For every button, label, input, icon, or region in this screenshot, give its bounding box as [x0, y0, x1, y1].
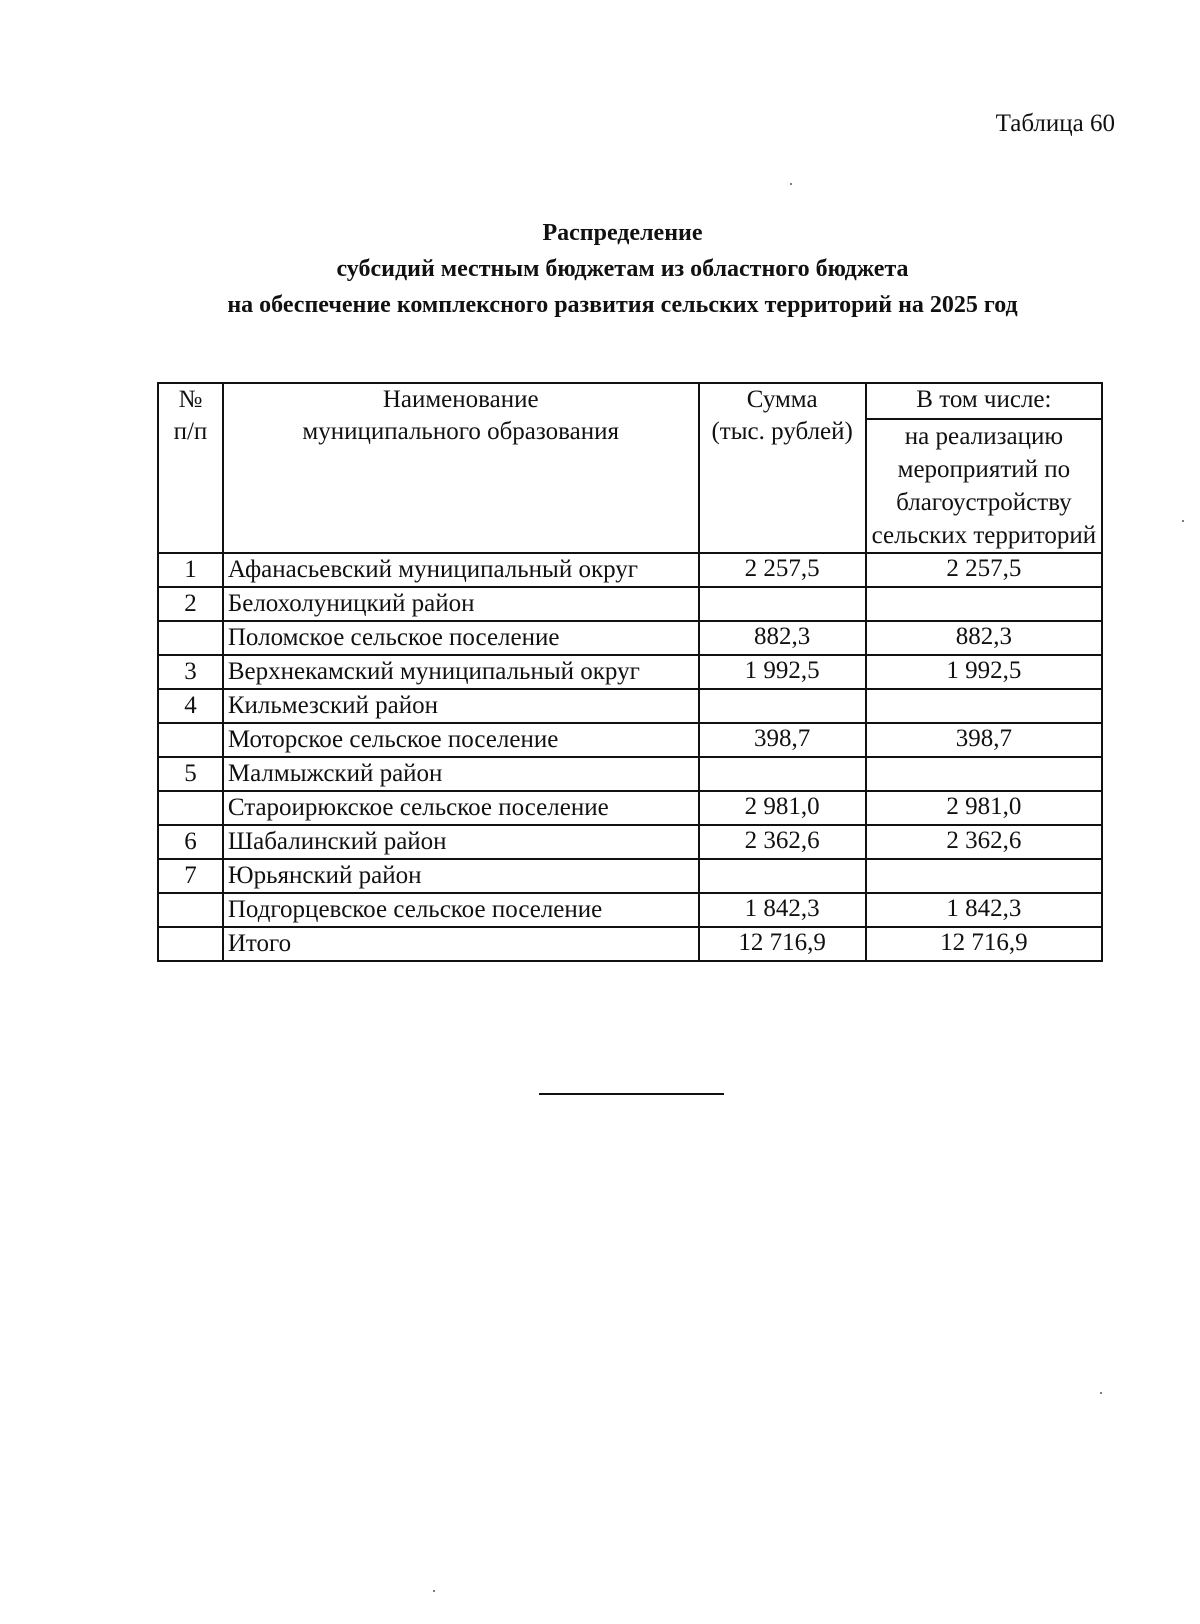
row-including: 1 992,5: [866, 655, 1102, 689]
scan-speck: [790, 183, 792, 185]
scan-speck: [433, 1590, 435, 1592]
row-sum: 2 257,5: [699, 553, 866, 587]
row-sum: [699, 859, 866, 893]
row-number: [158, 621, 223, 655]
row-including: 2 257,5: [866, 553, 1102, 587]
row-name: Кильмезский район: [223, 689, 699, 723]
row-number: [158, 893, 223, 927]
header-sum: [699, 383, 866, 553]
row-name: Верхнекамский муниципальный округ: [223, 655, 699, 689]
row-sum: 1 842,3: [699, 893, 866, 927]
row-number: 6: [158, 825, 223, 859]
row-number: 7: [158, 859, 223, 893]
table-number-label: Таблица 60: [995, 110, 1115, 137]
row-including: [866, 757, 1102, 791]
row-including: 1 842,3: [866, 893, 1102, 927]
header-including: В том числе:: [866, 383, 1102, 419]
row-number: 5: [158, 757, 223, 791]
table-header: [158, 383, 1102, 553]
row-sum: 882,3: [699, 621, 866, 655]
header-sum-line2: (тыс. рублей): [711, 418, 853, 445]
header-including-sub: на реализацию мероприятий по благоустройству сельских территорий: [866, 419, 1102, 553]
row-number: 1: [158, 553, 223, 587]
row-including: [866, 587, 1102, 621]
row-number: 3: [158, 655, 223, 689]
row-name: Афанасьевский муниципальный округ: [223, 553, 699, 587]
scan-speck: [1182, 520, 1184, 522]
row-number: [158, 791, 223, 825]
row-name: Итого: [223, 927, 699, 961]
row-including: [866, 859, 1102, 893]
row-name: Поломское сельское поселение: [223, 621, 699, 655]
subsidy-table: [157, 382, 1103, 962]
row-including: 2 362,6: [866, 825, 1102, 859]
header-sum-line1: Сумма: [746, 386, 818, 413]
row-sum: 12 716,9: [699, 927, 866, 961]
title-line-3: на обеспечение комплексного развития сельских территорий на 2025 год: [227, 292, 1018, 318]
row-name: Юрьянский район: [223, 859, 699, 893]
header-row: [158, 383, 1102, 419]
row-name: Белохолуницкий район: [223, 587, 699, 621]
table-row: [158, 791, 1102, 825]
row-including: 398,7: [866, 723, 1102, 757]
row-sum: [699, 757, 866, 791]
table-body: [158, 553, 1102, 961]
row-including: 12 716,9: [866, 927, 1102, 961]
row-name: Шабалинский район: [223, 825, 699, 859]
row-name: Малмыжский район: [223, 757, 699, 791]
row-name: Староирюкское сельское поселение: [223, 791, 699, 825]
table-row: [158, 553, 1102, 587]
row-number: 4: [158, 689, 223, 723]
row-sum: 2 981,0: [699, 791, 866, 825]
header-name: [223, 383, 699, 553]
row-name: Моторское сельское поселение: [223, 723, 699, 757]
row-name: Подгорцевское сельское поселение: [223, 893, 699, 927]
row-including: [866, 689, 1102, 723]
row-number: [158, 723, 223, 757]
row-sum: 398,7: [699, 723, 866, 757]
row-including: 2 981,0: [866, 791, 1102, 825]
table-row: [158, 689, 1102, 723]
title-line-1: Распределение: [542, 220, 703, 246]
table-row: [158, 621, 1102, 655]
header-number-line2: п/п: [173, 418, 208, 445]
row-sum: [699, 587, 866, 621]
header-name-line2: муниципального образования: [302, 418, 619, 445]
header-number: [158, 383, 223, 553]
table-row: [158, 723, 1102, 757]
title-line-2: субсидий местным бюджетам из областного бюджета: [336, 256, 909, 282]
table-row: [158, 587, 1102, 621]
scan-speck: [1100, 1392, 1102, 1394]
row-number: 2: [158, 587, 223, 621]
table-row: [158, 859, 1102, 893]
header-number-line1: №: [178, 386, 203, 413]
table-row: [158, 825, 1102, 859]
row-sum: [699, 689, 866, 723]
document-title: [150, 215, 1095, 323]
header-name-line1: Наименование: [382, 386, 539, 413]
table-row: [158, 927, 1102, 961]
row-sum: 1 992,5: [699, 655, 866, 689]
row-sum: 2 362,6: [699, 825, 866, 859]
separator-line: [539, 1093, 724, 1095]
row-including: 882,3: [866, 621, 1102, 655]
table-row: [158, 757, 1102, 791]
table-row: [158, 893, 1102, 927]
row-number: [158, 927, 223, 961]
table-row: [158, 655, 1102, 689]
